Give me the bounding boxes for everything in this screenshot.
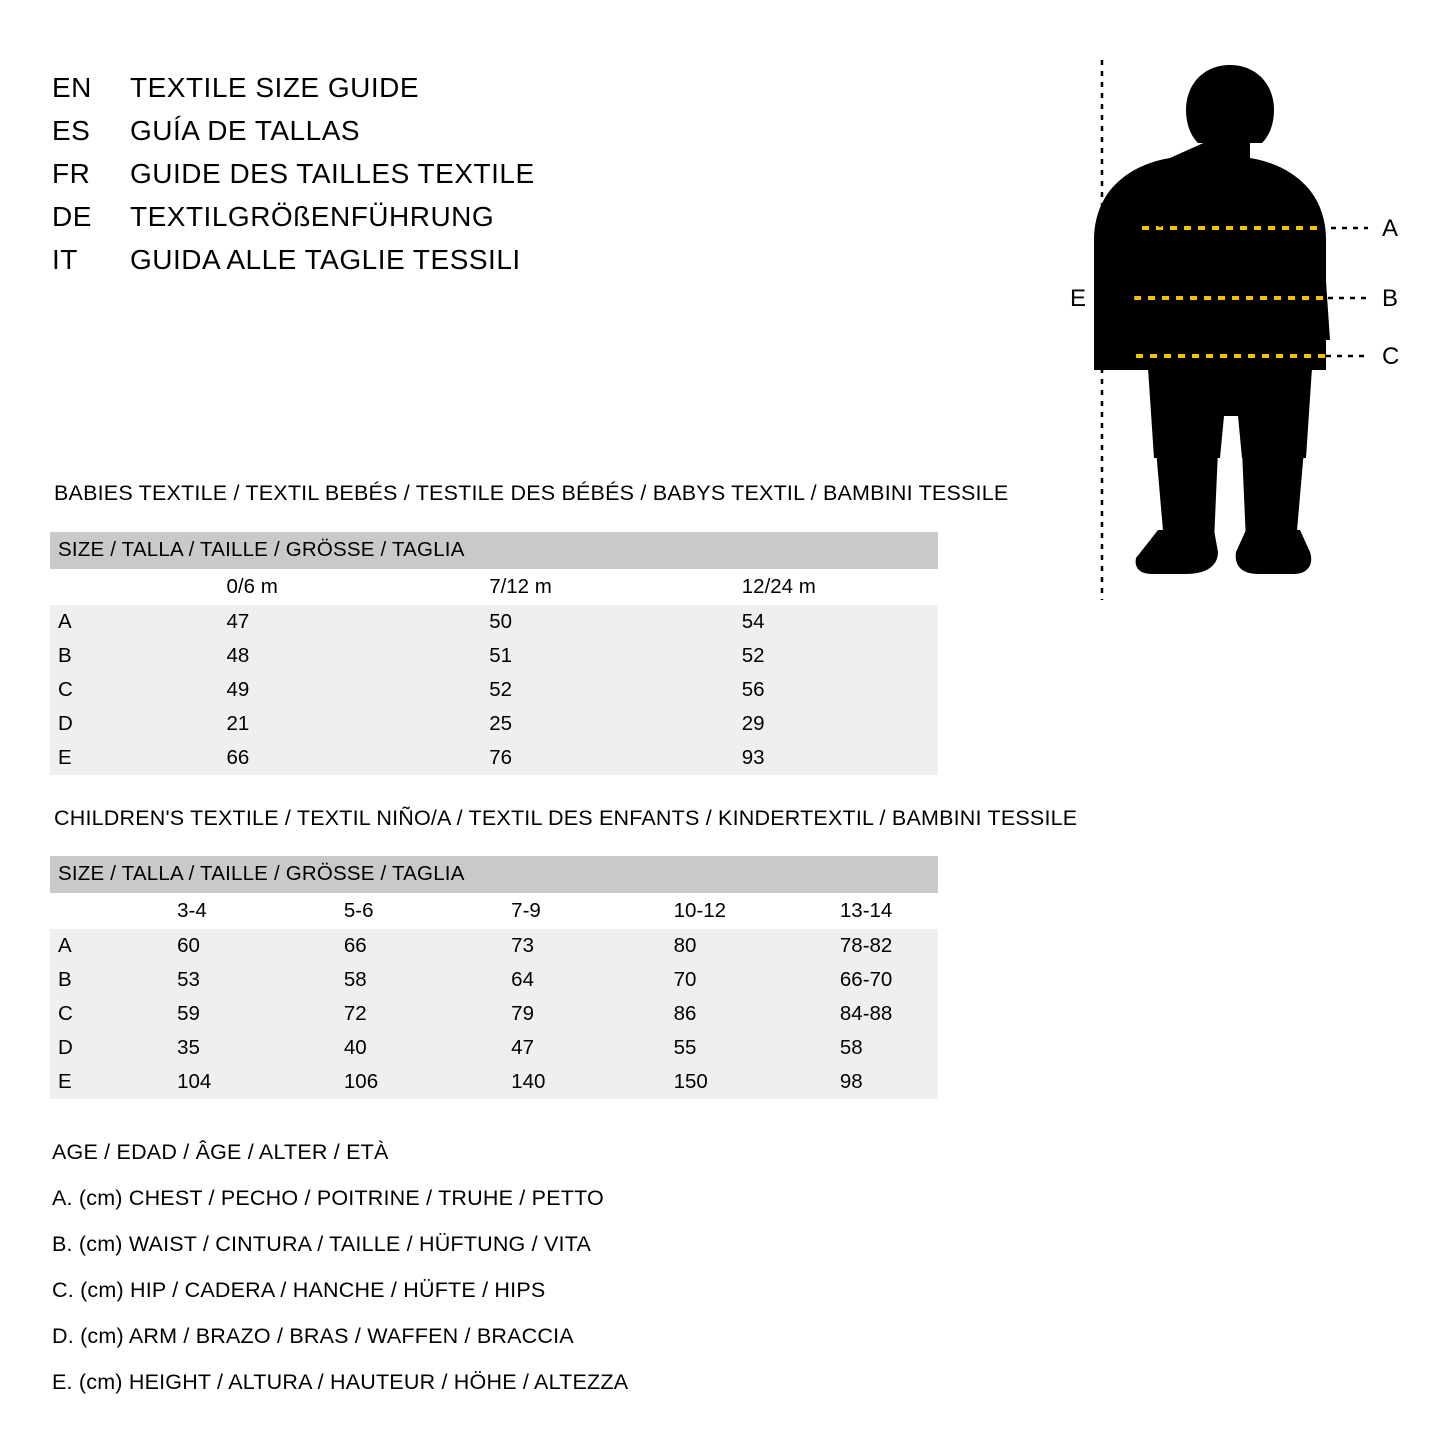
children-d-2: 47 — [449, 1031, 611, 1065]
title-lang-fr: FR — [52, 158, 91, 189]
children-size-table — [50, 856, 938, 1099]
title-row-it — [52, 244, 692, 276]
title-row-es — [52, 115, 692, 147]
babies-e-1: 76 — [427, 741, 680, 775]
babies-c-0: 49 — [165, 673, 428, 707]
table-row — [50, 997, 938, 1031]
children-a-0: 60 — [115, 929, 282, 963]
title-text-de: TEXTILGRÖßENFÜHRUNG — [130, 201, 495, 232]
children-c-4: 84-88 — [778, 997, 938, 1031]
children-b-2: 64 — [449, 963, 611, 997]
table-row — [50, 741, 938, 775]
babies-e-0: 66 — [165, 741, 428, 775]
title-row-fr — [52, 158, 692, 190]
table-row — [50, 673, 938, 707]
figure-label-d: D — [1130, 285, 1148, 312]
empty-cell — [50, 569, 165, 605]
children-col-0: 3-4 — [115, 893, 282, 929]
children-e-4: 98 — [778, 1065, 938, 1099]
legend-line-e: E. (cm) HEIGHT / ALTURA / HAUTEUR / HÖHE / ALTEZZA — [52, 1370, 629, 1394]
children-e-3: 150 — [612, 1065, 778, 1099]
babies-col-0: 0/6 m — [165, 569, 428, 605]
table-row — [50, 1065, 938, 1099]
title-lang-de: DE — [52, 201, 92, 232]
table-row — [50, 605, 938, 639]
babies-row-label-c: C — [50, 673, 165, 707]
babies-row-label-e: E — [50, 741, 165, 775]
children-row-label-d: D — [50, 1031, 115, 1065]
legend-line-d: D. (cm) ARM / BRAZO / BRAS / WAFFEN / BRACCIA — [52, 1324, 574, 1348]
measurement-figure — [1030, 50, 1430, 610]
legend-line-b: B. (cm) WAIST / CINTURA / TAILLE / HÜFTUNG / VITA — [52, 1232, 591, 1256]
children-column-row — [50, 893, 938, 929]
children-size-header: SIZE / TALLA / TAILLE / GRÖSSE / TAGLIA — [50, 856, 938, 893]
babies-a-2: 54 — [680, 605, 938, 639]
children-d-1: 40 — [282, 1031, 449, 1065]
title-text-es: GUÍA DE TALLAS — [130, 115, 361, 146]
babies-b-0: 48 — [165, 639, 428, 673]
figure-label-b: B — [1382, 285, 1399, 312]
children-a-4: 78-82 — [778, 929, 938, 963]
child-silhouette-icon — [1094, 65, 1330, 574]
legend-line-age: AGE / EDAD / ÂGE / ALTER / ETÀ — [52, 1140, 389, 1164]
babies-a-1: 50 — [427, 605, 680, 639]
children-col-3: 10-12 — [612, 893, 778, 929]
children-d-0: 35 — [115, 1031, 282, 1065]
children-c-1: 72 — [282, 997, 449, 1031]
table-row — [50, 639, 938, 673]
children-col-4: 13-14 — [778, 893, 938, 929]
babies-col-1: 7/12 m — [427, 569, 680, 605]
babies-c-1: 52 — [427, 673, 680, 707]
children-c-3: 86 — [612, 997, 778, 1031]
table-row — [50, 1031, 938, 1065]
title-row-de — [52, 201, 692, 233]
children-row-label-a: A — [50, 929, 115, 963]
title-lang-en: EN — [52, 72, 92, 103]
children-row-label-e: E — [50, 1065, 115, 1099]
children-d-3: 55 — [612, 1031, 778, 1065]
babies-b-1: 51 — [427, 639, 680, 673]
figure-label-c: C — [1382, 343, 1400, 370]
babies-row-label-d: D — [50, 707, 165, 741]
babies-e-2: 93 — [680, 741, 938, 775]
babies-col-2: 12/24 m — [680, 569, 938, 605]
title-text-fr: GUIDE DES TAILLES TEXTILE — [130, 158, 535, 189]
babies-d-2: 29 — [680, 707, 938, 741]
babies-d-0: 21 — [165, 707, 428, 741]
children-e-1: 106 — [282, 1065, 449, 1099]
children-row-label-b: B — [50, 963, 115, 997]
empty-cell — [50, 893, 115, 929]
children-a-2: 73 — [449, 929, 611, 963]
figure-label-e: E — [1070, 285, 1087, 312]
title-row-en — [52, 72, 692, 104]
children-e-0: 104 — [115, 1065, 282, 1099]
table-row — [50, 963, 938, 997]
children-a-1: 66 — [282, 929, 449, 963]
measurement-legend — [52, 1140, 852, 1416]
table-row — [50, 707, 938, 741]
children-col-1: 5-6 — [282, 893, 449, 929]
children-b-4: 66-70 — [778, 963, 938, 997]
children-col-2: 7-9 — [449, 893, 611, 929]
children-b-0: 53 — [115, 963, 282, 997]
figure-label-a: A — [1382, 215, 1399, 242]
table-header-row — [50, 856, 938, 893]
children-e-2: 140 — [449, 1065, 611, 1099]
babies-b-2: 52 — [680, 639, 938, 673]
title-lang-it: IT — [52, 244, 78, 275]
legend-line-c: C. (cm) HIP / CADERA / HANCHE / HÜFTE / HIPS — [52, 1278, 546, 1302]
babies-size-header: SIZE / TALLA / TAILLE / GRÖSSE / TAGLIA — [50, 532, 938, 569]
title-lang-es: ES — [52, 115, 91, 146]
babies-d-1: 25 — [427, 707, 680, 741]
legend-line-a: A. (cm) CHEST / PECHO / POITRINE / TRUHE / PETTO — [52, 1186, 604, 1210]
babies-section-heading: BABIES TEXTILE / TEXTIL BEBÉS / TESTILE DES BÉBÉS / BABYS TEXTIL / BAMBINI TESSILE — [54, 481, 1009, 505]
babies-a-0: 47 — [165, 605, 428, 639]
babies-row-label-b: B — [50, 639, 165, 673]
children-b-1: 58 — [282, 963, 449, 997]
babies-size-table — [50, 532, 938, 775]
children-d-4: 58 — [778, 1031, 938, 1065]
children-a-3: 80 — [612, 929, 778, 963]
babies-column-row — [50, 569, 938, 605]
table-row — [50, 929, 938, 963]
children-section-heading: CHILDREN'S TEXTILE / TEXTIL NIÑO/A / TEXTIL DES ENFANTS / KINDERTEXTIL / BAMBINI TESSILE — [54, 806, 1078, 830]
title-text-it: GUIDA ALLE TAGLIE TESSILI — [130, 244, 521, 275]
table-header-row — [50, 532, 938, 569]
children-b-3: 70 — [612, 963, 778, 997]
children-c-0: 59 — [115, 997, 282, 1031]
babies-row-label-a: A — [50, 605, 165, 639]
title-block — [52, 72, 692, 287]
title-text-en: TEXTILE SIZE GUIDE — [130, 72, 420, 103]
babies-c-2: 56 — [680, 673, 938, 707]
children-row-label-c: C — [50, 997, 115, 1031]
children-c-2: 79 — [449, 997, 611, 1031]
